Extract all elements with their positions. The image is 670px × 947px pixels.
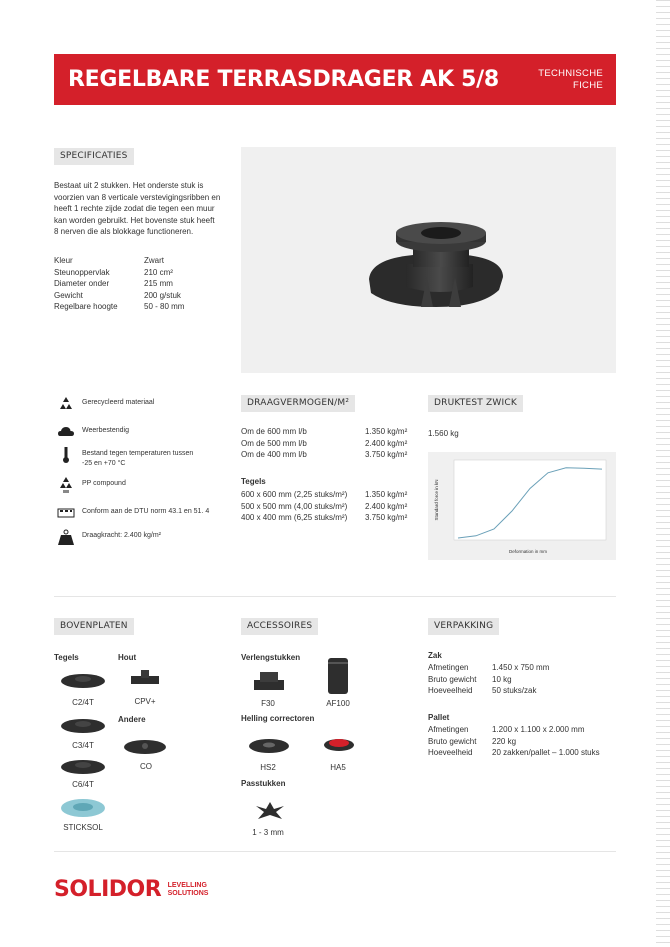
feature-label: PP compound bbox=[82, 480, 126, 487]
spec-key: Diameter onder bbox=[54, 279, 110, 288]
feature-label: Draagkracht: 2.400 kg/m² bbox=[82, 532, 161, 539]
ha5-caption: HA5 bbox=[330, 763, 346, 772]
pack-value: 1.200 x 1.100 x 2.000 mm bbox=[492, 725, 585, 734]
doc-type-line1: TECHNISCHE bbox=[538, 68, 603, 79]
c2-plate-image bbox=[58, 670, 108, 690]
footer-divider bbox=[54, 851, 616, 852]
tegels-label: Tegels bbox=[241, 477, 266, 486]
pp-recycle-icon bbox=[57, 476, 75, 494]
druktest-chart bbox=[428, 452, 616, 560]
draag-key: Om de 600 mm l/b bbox=[241, 427, 307, 436]
c6-plate-image bbox=[58, 756, 108, 776]
co-plate-image bbox=[122, 738, 168, 756]
draag-value: 3.750 kg/m² bbox=[365, 450, 408, 459]
draag-value: 1.350 kg/m² bbox=[365, 427, 408, 436]
desc-line: voorzien van 8 verticale verstevigingsribben en bbox=[54, 192, 221, 202]
spec-key: Steunoppervlak bbox=[54, 267, 110, 277]
section-divider bbox=[54, 596, 616, 597]
feature-temperature bbox=[57, 446, 227, 472]
af100-caption: AF100 bbox=[326, 699, 350, 708]
desc-line: kan worden gebruikt. Het bovenste stuk heeft bbox=[54, 215, 215, 225]
force-deformation-plot bbox=[428, 452, 616, 560]
terrace-support-image bbox=[241, 147, 616, 373]
spec-key: Regelbare hoogte bbox=[54, 302, 118, 311]
pack-value: 50 stuks/zak bbox=[492, 686, 537, 695]
f30-caption: F30 bbox=[261, 699, 275, 708]
cpv-plate-image bbox=[125, 668, 165, 690]
doc-type bbox=[538, 68, 603, 92]
logo-tagline-line: LEVELLING bbox=[167, 881, 207, 889]
feature-label: Conform aan de DTU norm 43.1 en 51. 4 bbox=[82, 508, 210, 515]
hout-group-label: Hout bbox=[118, 653, 137, 662]
logo-tagline-line: SOLUTIONS bbox=[167, 889, 209, 897]
feature-label: Weerbestendig bbox=[82, 427, 129, 434]
accessoires-heading: ACCESSOIRES bbox=[241, 618, 318, 635]
draag-table bbox=[241, 426, 416, 462]
title-banner bbox=[54, 54, 616, 105]
specificaties-heading: SPECIFICATIES bbox=[54, 148, 134, 165]
spec-key: Gewicht bbox=[54, 290, 83, 300]
verleng-label: Verlengstukken bbox=[241, 653, 301, 662]
spec-value: Zwart bbox=[144, 256, 164, 265]
andere-group-label: Andere bbox=[118, 715, 146, 724]
recycle-icon bbox=[57, 395, 75, 413]
tegels-group-label: Tegels bbox=[54, 653, 79, 662]
pack-value: 220 kg bbox=[492, 736, 517, 746]
spec-key: Kleur bbox=[54, 256, 73, 265]
page-title: REGELBARE TERRASDRAGER AK 5/8 bbox=[68, 67, 499, 92]
desc-line: 8 nerven die als blokkage functioneren. bbox=[54, 227, 194, 236]
plot-area bbox=[454, 460, 606, 540]
draag-key: Om de 500 mm l/b bbox=[241, 438, 307, 448]
doc-type-line2: FICHE bbox=[573, 80, 603, 91]
spec-value: 215 mm bbox=[144, 279, 173, 288]
helling-label: Helling correctoren bbox=[241, 714, 315, 723]
zak-label: Zak bbox=[428, 651, 442, 660]
co-caption: CO bbox=[140, 762, 152, 771]
dtu-icon bbox=[57, 504, 75, 522]
tegels-table bbox=[241, 489, 416, 525]
tegel-key: 600 x 600 mm (2,25 stuks/m²) bbox=[241, 490, 348, 499]
pallet-table bbox=[428, 724, 613, 760]
weight-icon bbox=[57, 528, 75, 546]
logo-wordmark: SOLIDOR bbox=[54, 877, 162, 902]
spec-value: 210 cm² bbox=[144, 267, 173, 277]
tegel-value: 2.400 kg/m² bbox=[365, 501, 408, 511]
c2-caption: C2/4T bbox=[72, 698, 94, 707]
draag-value: 2.400 kg/m² bbox=[365, 438, 408, 448]
c3-plate-image bbox=[58, 715, 108, 735]
ha5-image bbox=[322, 736, 356, 754]
ruler-edge bbox=[656, 0, 670, 947]
verpakking-heading: VERPAKKING bbox=[428, 618, 499, 635]
spec-table bbox=[54, 255, 234, 317]
pack-value: 1.450 x 750 mm bbox=[492, 663, 550, 672]
specificaties-description bbox=[54, 180, 239, 238]
pas-caption: 1 - 3 mm bbox=[252, 828, 284, 837]
sticksol-plate-image bbox=[58, 796, 108, 820]
pack-key: Afmetingen bbox=[428, 663, 469, 672]
hs2-image bbox=[247, 737, 291, 755]
logo-tagline bbox=[168, 882, 209, 898]
x-axis-label: Deformation in mm bbox=[508, 549, 548, 554]
bovenplaten-heading: BOVENPLATEN bbox=[54, 618, 134, 635]
pack-key: Bruto gewicht bbox=[428, 674, 477, 684]
spec-value: 200 g/stuk bbox=[144, 290, 181, 300]
feature-label-line: -25 en +70 °C bbox=[82, 460, 126, 467]
product-photo bbox=[241, 147, 616, 373]
f30-image bbox=[250, 668, 288, 696]
draagvermogen-heading: DRAAGVERMOGEN/M² bbox=[241, 395, 355, 412]
c3-caption: C3/4T bbox=[72, 741, 94, 750]
druktest-heading: DRUKTEST ZWICK bbox=[428, 395, 523, 412]
tegel-key: 400 x 400 mm (6,25 stuks/m²) bbox=[241, 513, 348, 522]
cloud-icon bbox=[57, 423, 75, 441]
solidor-logo bbox=[54, 877, 208, 902]
desc-line: Bestaat uit 2 stukken. Het onderste stuk is bbox=[54, 181, 204, 190]
sticksol-caption: STICKSOL bbox=[63, 823, 103, 832]
draag-key: Om de 400 mm l/b bbox=[241, 450, 307, 459]
desc-line: heeft 1 rechte zijde zodat die tegen een muur bbox=[54, 204, 215, 213]
pack-key: Afmetingen bbox=[428, 725, 469, 734]
c6-caption: C6/4T bbox=[72, 780, 94, 789]
passtuk-image bbox=[252, 800, 288, 822]
pack-key: Bruto gewicht bbox=[428, 736, 477, 746]
af100-image bbox=[324, 656, 352, 696]
tegel-value: 1.350 kg/m² bbox=[365, 490, 408, 499]
zak-table bbox=[428, 662, 613, 698]
pack-key: Hoeveelheid bbox=[428, 686, 473, 695]
pack-value: 20 zakken/pallet – 1.000 stuks bbox=[492, 748, 600, 757]
pallet-label: Pallet bbox=[428, 713, 450, 722]
thermometer-icon bbox=[57, 446, 75, 464]
feature-label-line: Bestand tegen temperaturen tussen bbox=[82, 450, 194, 457]
feature-label: Gerecycleerd materiaal bbox=[82, 399, 155, 406]
tegel-value: 3.750 kg/m² bbox=[365, 513, 408, 522]
y-axis-label: Standard force in kN bbox=[434, 479, 439, 521]
feature-label bbox=[82, 449, 242, 469]
druktest-value: 1.560 kg bbox=[428, 429, 459, 438]
spec-value: 50 - 80 mm bbox=[144, 302, 185, 311]
cpv-caption: CPV+ bbox=[134, 697, 156, 706]
pack-key: Hoeveelheid bbox=[428, 748, 473, 757]
hs2-caption: HS2 bbox=[260, 763, 276, 772]
tegel-key: 500 x 500 mm (4,00 stuks/m²) bbox=[241, 501, 348, 511]
pas-label: Passtukken bbox=[241, 779, 286, 788]
pack-value: 10 kg bbox=[492, 674, 512, 684]
